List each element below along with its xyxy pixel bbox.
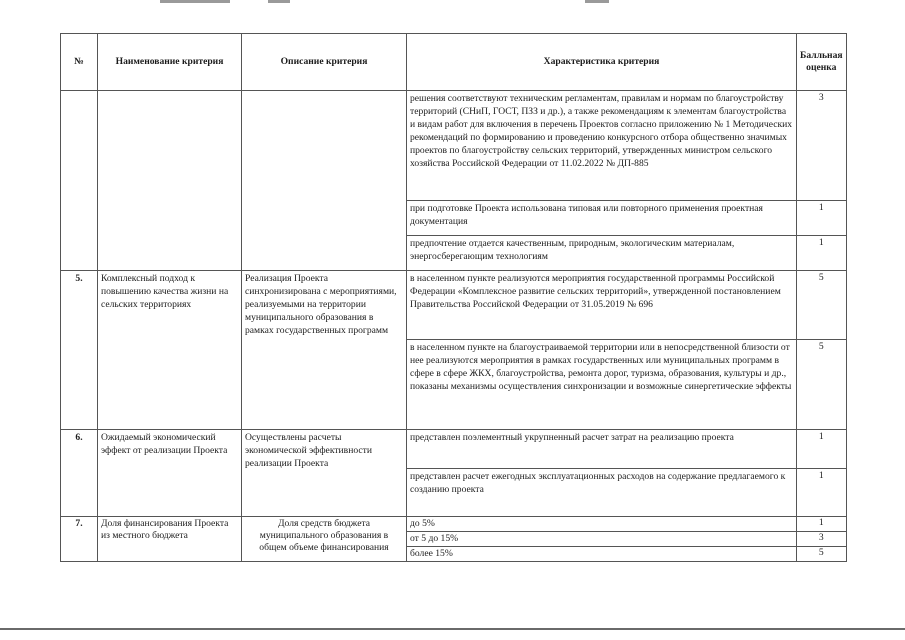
description-cell: Осуществлены расчеты экономической эффективности реализации Проекта [242, 430, 407, 517]
characteristic-cell: в населенном пункте на благоустраиваемой территории или в непосредственной близости от нее реализуются мероприятия в рамках государственных или муниципальных программ в сфере в сфере ЖКХ, благоустройства, ремонта дорог, туризма, образования, культуры и др., показаны механизмы осуществления синхронизации и возможные синергетические эффекты [407, 340, 797, 430]
characteristic-cell: до 5% [407, 517, 797, 532]
num-cell: 5. [61, 271, 98, 430]
score-cell: 5 [797, 340, 847, 430]
table-header-row [61, 34, 847, 91]
score-cell: 5 [797, 271, 847, 340]
header-num: № [61, 34, 98, 91]
table-row [61, 91, 847, 201]
description-cell: Реализация Проекта синхронизирована с мероприятиями, реализуемыми на территории муниципального образования в рамках государственных программ [242, 271, 407, 430]
header-characteristic: Характеристика критерия [407, 34, 797, 91]
scan-border-line [0, 628, 905, 630]
score-cell: 5 [797, 547, 847, 562]
characteristic-cell: предпочтение отдается качественным, природным, экологическим материалам, энергосберегающим технологиям [407, 236, 797, 271]
score-cell: 3 [797, 532, 847, 547]
name-cell: Доля финансирования Проекта из местного бюджета [98, 517, 242, 562]
characteristic-cell: в населенном пункте реализуются мероприятия государственной программы Российской Федерации «Комплексное развитие сельских территорий», утвержденной постановлением Правительства Российской Федерации от 31.05.2019 № 696 [407, 271, 797, 340]
name-cell [98, 91, 242, 271]
score-cell: 3 [797, 91, 847, 201]
score-cell: 1 [797, 236, 847, 271]
name-cell: Комплексный подход к повышению качества жизни на сельских территориях [98, 271, 242, 430]
characteristic-cell: более 15% [407, 547, 797, 562]
score-cell: 1 [797, 430, 847, 469]
num-cell: 7. [61, 517, 98, 562]
scan-mark [160, 0, 230, 3]
characteristic-cell: представлен поэлементный укрупненный расчет затрат на реализацию проекта [407, 430, 797, 469]
table-row [61, 517, 847, 532]
header-name: Наименование критерия [98, 34, 242, 91]
characteristic-cell: решения соответствуют техническим регламентам, правилам и нормам по благоустройству территорий (СНиП, ГОСТ, ПЗЗ и др.), а также рекомендациям к элементам благоустройства и видам работ для включения в перечень Проектов согласно приложению № 1 Методических рекомендаций по формированию и проведению конкурсного отбора общественно значимых проектов по благоустройству сельских территорий, утвержденных министром сельского хозяйства Российской Федерации от 11.02.2022 № ДП-885 [407, 91, 797, 201]
characteristic-cell: от 5 до 15% [407, 532, 797, 547]
header-description: Описание критерия [242, 34, 407, 91]
characteristic-cell: представлен расчет ежегодных эксплуатационных расходов на содержание предлагаемого к созданию проекта [407, 469, 797, 517]
table-row [61, 430, 847, 469]
score-cell: 1 [797, 517, 847, 532]
num-cell: 6. [61, 430, 98, 517]
header-score: Балльная оценка [797, 34, 847, 91]
table-row [61, 271, 847, 340]
scan-mark [585, 0, 609, 3]
name-cell: Ожидаемый экономический эффект от реализации Проекта [98, 430, 242, 517]
description-cell: Доля средств бюджета муниципального образования в общем объеме финансирования [242, 517, 407, 562]
score-cell: 1 [797, 469, 847, 517]
scan-mark [268, 0, 290, 3]
score-cell: 1 [797, 201, 847, 236]
criteria-table [60, 33, 847, 562]
num-cell [61, 91, 98, 271]
characteristic-cell: при подготовке Проекта использована типовая или повторного применения проектная документация [407, 201, 797, 236]
description-cell [242, 91, 407, 271]
